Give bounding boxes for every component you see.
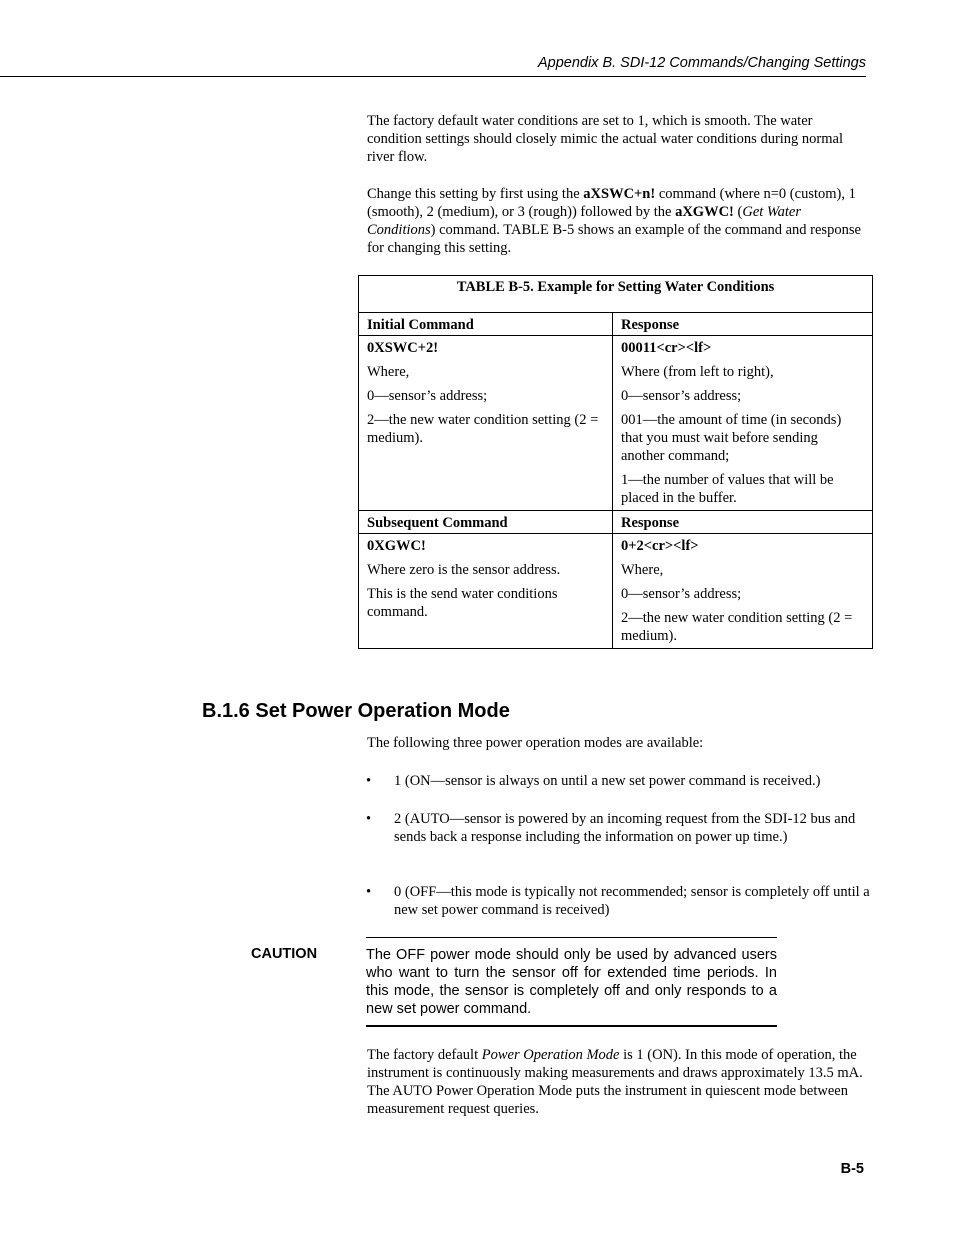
initial-response-note: 1—the number of values that will be placed in the buffer. [621, 472, 834, 506]
intro-text-c: ( [733, 204, 743, 220]
initial-command-note: 2—the new water condition setting (2 = medium). [367, 412, 599, 446]
running-header [0, 55, 866, 77]
page-number: B-5 [840, 1161, 864, 1177]
section-heading: B.1.6 Set Power Operation Mode [202, 700, 510, 722]
initial-command-note: 0—sensor’s address; [367, 388, 488, 404]
bullet-text: 2 (AUTO—sensor is powered by an incoming request from the SDI-12 bus and sends back a response including the information on power up time.) [394, 811, 856, 845]
initial-response-note: 0—sensor’s address; [621, 388, 742, 404]
subsequent-response-note: 2—the new water condition setting (2 = medium). [621, 610, 853, 644]
bullet-icon: • [366, 773, 372, 789]
water-conditions-table [358, 275, 873, 649]
intro-text-b: command (where n=0 (custom), 1 (smooth), 2 (medium), or 3 (rough)) followed by the [367, 186, 856, 220]
closing-paragraph [367, 1046, 867, 1118]
bullet-text: 0 (OFF—this mode is typically not recommended; sensor is completely off until a new set power command is received) [394, 884, 870, 918]
header-title: Appendix B. SDI-12 Commands/Changing Settings [537, 55, 866, 71]
caution-label: CAUTION [251, 946, 318, 962]
initial-command-note: Where, [367, 364, 410, 380]
subsequent-response-code: 0+2<cr><lf> [621, 538, 699, 554]
header-response: Response [613, 313, 873, 336]
intro-italic-get-water-conditions: Get Water Conditions [367, 204, 802, 238]
bullet-item-auto [366, 810, 871, 846]
table-caption: TABLE B-5. Example for Setting Water Conditions [359, 276, 873, 313]
initial-response-code: 00011<cr><lf> [621, 340, 712, 356]
subsequent-response-note: 0—sensor’s address; [621, 586, 742, 602]
subsequent-response-note: Where, [621, 562, 664, 578]
subsequent-command-note: This is the send water conditions command. [367, 586, 558, 620]
bullet-text: 1 (ON—sensor is always on until a new set power command is received.) [394, 773, 821, 789]
initial-response-note: Where (from left to right), [621, 364, 774, 380]
intro-paragraph-2 [367, 185, 867, 257]
initial-command-cell [359, 336, 613, 511]
intro-text-a: Change this setting by first using the [367, 186, 584, 202]
subsequent-command-cell [359, 534, 613, 649]
initial-response-cell [613, 336, 873, 511]
header-subsequent-command: Subsequent Command [359, 511, 613, 534]
header-response-2: Response [613, 511, 873, 534]
initial-command-code: 0XSWC+2! [367, 340, 439, 356]
subsequent-command-code: 0XGWC! [367, 538, 426, 554]
bullet-item-on [366, 772, 871, 790]
section-intro: The following three power operation modes are available: [367, 735, 704, 751]
subsequent-response-cell [613, 534, 873, 649]
intro-text-d: ) command. TABLE B-5 shows an example of the command and response for changing this setting. [367, 222, 861, 256]
bullet-icon: • [366, 884, 372, 900]
intro-paragraph-1: The factory default water conditions are set to 1, which is smooth. The water condition settings should closely mimic the actual water conditions during normal river flow. [367, 113, 843, 165]
subsequent-command-note: Where zero is the sensor address. [367, 562, 561, 578]
initial-response-note: 001—the amount of time (in seconds) that you must wait before sending another command; [621, 412, 842, 464]
closing-italic-power-operation-mode: Power Operation Mode [481, 1047, 620, 1063]
closing-text-b: is 1 (ON). In this mode of operation, the instrument is continuously making measurements and draws approximately 13.5 mA. The AUTO Power Operation Mode puts the instrument in quiescent mode between measurement request queries. [367, 1047, 863, 1117]
command-aXGWC: aXGWC! [675, 204, 734, 220]
bullet-item-off [366, 883, 871, 919]
closing-text-a: The factory default [367, 1047, 482, 1063]
command-aXSWC: aXSWC+n! [583, 186, 656, 202]
caution-box: The OFF power mode should only be used by advanced users who want to turn the sensor off for extended time periods. In this mode, the sensor is completely off and only responds to a new set power command. [366, 937, 777, 1027]
bullet-icon: • [366, 811, 372, 827]
header-initial-command: Initial Command [359, 313, 613, 336]
